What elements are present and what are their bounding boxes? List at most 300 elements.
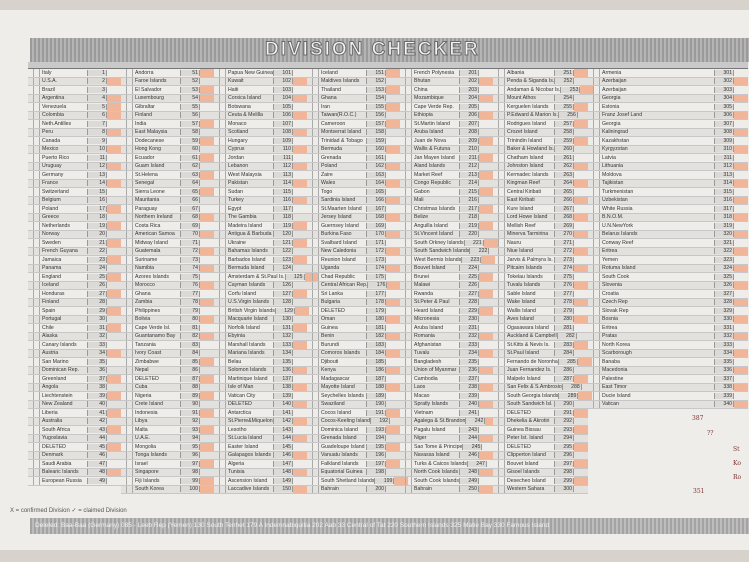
division-number: 136 — [273, 367, 293, 373]
confirmed-mark — [479, 214, 493, 222]
checklist-column — [121, 62, 214, 494]
division-number: 232 — [459, 333, 479, 339]
confirmed-mark — [734, 95, 748, 103]
division-number: 16 — [87, 197, 107, 203]
division-row — [400, 95, 493, 104]
division-number: 279 — [554, 308, 574, 314]
division-row — [121, 307, 214, 316]
confirmed-mark — [293, 239, 307, 247]
division-number: 206 — [459, 112, 479, 118]
division-row — [307, 171, 400, 180]
division-name: Benin — [321, 333, 335, 340]
division-row — [400, 358, 493, 367]
division-number: 338 — [714, 384, 734, 390]
confirmed-mark — [574, 95, 588, 103]
division-name: Midway Island — [135, 239, 168, 246]
division-number: 40 — [87, 401, 107, 407]
division-name: European Russia — [42, 477, 82, 484]
confirmed-mark — [293, 137, 307, 145]
division-name: Alaska — [42, 333, 58, 340]
division-number: 339 — [714, 393, 734, 399]
division-name: Papua New Guinea — [228, 69, 273, 76]
confirmed-mark — [200, 435, 214, 443]
confirmed-mark — [200, 146, 214, 154]
confirmed-mark — [479, 469, 493, 477]
division-name: Guantanamo Bay — [135, 333, 176, 340]
division-row — [28, 316, 121, 325]
division-name: DELETED — [228, 401, 252, 408]
division-number: 196 — [366, 452, 386, 458]
division-row — [588, 358, 748, 367]
division-name: Lebanon — [228, 163, 249, 170]
division-row — [28, 129, 121, 138]
division-row — [588, 324, 748, 333]
division-name: West Bermis Islands — [414, 256, 462, 263]
confirmed-mark — [386, 265, 400, 273]
confirmed-mark — [200, 418, 214, 426]
division-row — [121, 350, 214, 359]
division-number: 138 — [273, 384, 293, 390]
division-number: 293 — [554, 427, 574, 433]
division-name: Barbados Island — [228, 256, 266, 263]
confirmed-mark — [574, 205, 588, 213]
division-row — [400, 205, 493, 214]
division-number: 224 — [459, 265, 479, 271]
division-number: 204 — [459, 95, 479, 101]
division-name: Wallis Island — [507, 307, 536, 314]
division-name: Turkey — [228, 197, 244, 204]
division-number: 74 — [180, 265, 200, 271]
division-name: Kenya — [321, 367, 336, 374]
division-name: St.Kitts & Nevis Is. — [507, 341, 550, 348]
division-number: 311 — [714, 155, 734, 161]
division-name: DELETED — [321, 307, 345, 314]
division-row — [121, 69, 214, 78]
division-name: Aruba Island — [414, 129, 444, 136]
division-number: 327 — [714, 291, 734, 297]
division-name: New Caledonia — [321, 248, 357, 255]
division-number: 57 — [180, 121, 200, 127]
division-row — [121, 290, 214, 299]
division-number: 231 — [459, 325, 479, 331]
division-number: 174 — [366, 265, 386, 271]
confirmed-mark — [200, 469, 214, 477]
division-row — [588, 290, 748, 299]
division-row — [121, 137, 214, 146]
division-name: Marshall Islands — [228, 341, 266, 348]
division-name: Cayman Islands — [228, 282, 266, 289]
division-row — [214, 469, 307, 478]
division-number: 198 — [366, 469, 386, 475]
confirmed-mark — [107, 358, 121, 366]
division-number: 191 — [366, 410, 386, 416]
division-name: Azores Islands — [135, 273, 170, 280]
confirmed-mark — [574, 154, 588, 162]
division-number: 265 — [554, 189, 574, 195]
division-row — [400, 392, 493, 401]
division-name: Burundi — [321, 341, 339, 348]
confirmed-mark — [107, 401, 121, 409]
division-name: Lesotho — [228, 426, 247, 433]
division-name: St.Maarten Island — [321, 205, 362, 212]
division-number: 6 — [87, 112, 107, 118]
division-number: 262 — [554, 163, 574, 169]
division-number: 12 — [87, 163, 107, 169]
division-number: 277 — [554, 291, 574, 297]
division-number: 157 — [366, 121, 386, 127]
division-name: South Korea — [135, 486, 164, 493]
division-number: 178 — [366, 299, 386, 305]
division-name: Desecheo Island — [507, 477, 546, 484]
confirmed-mark — [386, 197, 400, 205]
checker-sheet — [0, 10, 749, 550]
division-number: 110 — [273, 146, 293, 152]
division-number: 208 — [459, 129, 479, 135]
confirmed-mark — [479, 69, 493, 77]
division-name: Wallis & Futuna — [414, 146, 451, 153]
division-row — [493, 324, 588, 333]
division-number: 297 — [554, 461, 574, 467]
division-name: Costa Rica — [135, 222, 161, 229]
confirmed-mark — [293, 86, 307, 94]
division-number: 260 — [554, 146, 574, 152]
division-row — [121, 197, 214, 206]
division-name: Aruba Island — [414, 324, 444, 331]
confirmed-mark — [107, 392, 121, 400]
division-name: Amsterdam & St.Paul Is. — [228, 273, 285, 280]
division-row — [400, 222, 493, 231]
division-name: Trinindin Island — [507, 137, 542, 144]
division-number: 246 — [459, 452, 479, 458]
division-name: Gisoel Islands — [507, 469, 540, 476]
division-row — [214, 307, 307, 316]
division-row — [400, 324, 493, 333]
confirmed-mark — [107, 367, 121, 375]
division-row — [28, 86, 121, 95]
division-number: 135 — [273, 359, 293, 365]
confirmed-mark — [479, 154, 493, 162]
division-name: Chatham Island — [507, 154, 544, 161]
division-row — [214, 231, 307, 240]
division-number: 39 — [87, 393, 107, 399]
division-row — [121, 324, 214, 333]
division-row — [28, 409, 121, 418]
division-row — [28, 231, 121, 240]
division-number: 131 — [273, 325, 293, 331]
division-name: Tuvalu — [414, 350, 430, 357]
division-number: 248 — [459, 469, 479, 475]
division-number: 337 — [714, 376, 734, 382]
division-name: Bulgaria — [321, 299, 341, 306]
confirmed-mark — [734, 367, 748, 375]
confirmed-mark — [479, 95, 493, 103]
confirmed-mark — [386, 401, 400, 409]
confirmed-mark — [200, 231, 214, 239]
confirmed-mark — [200, 282, 214, 290]
division-name: New Zealand — [42, 401, 73, 408]
division-row — [307, 137, 400, 146]
confirmed-mark — [107, 222, 121, 230]
division-name: Jersey Island — [321, 214, 352, 221]
confirmed-mark — [479, 103, 493, 111]
division-row — [28, 367, 121, 376]
confirmed-mark — [479, 129, 493, 137]
division-number: 122 — [273, 248, 293, 254]
division-name: Chile — [42, 324, 54, 331]
confirmed-mark — [293, 188, 307, 196]
division-row — [400, 384, 493, 393]
confirmed-mark — [734, 129, 748, 137]
division-number: 161 — [366, 155, 386, 161]
division-number: 2 — [87, 78, 107, 84]
confirmed-mark — [107, 146, 121, 154]
division-name: Liechtenstein — [42, 392, 73, 399]
division-row — [28, 205, 121, 214]
division-name: England — [42, 273, 62, 280]
division-number: 283 — [554, 342, 574, 348]
division-number: 149 — [273, 478, 293, 484]
division-row — [214, 384, 307, 393]
division-number: 186 — [366, 367, 386, 373]
confirmed-mark — [734, 375, 748, 383]
division-number: 79 — [180, 308, 200, 314]
confirmed-mark — [200, 333, 214, 341]
confirmed-mark — [574, 103, 588, 111]
confirmed-mark — [574, 290, 588, 298]
confirmed-mark — [386, 392, 400, 400]
division-number: 305 — [714, 104, 734, 110]
division-row — [493, 86, 588, 95]
confirmed-mark — [734, 324, 748, 332]
division-row — [121, 163, 214, 172]
confirmed-mark — [200, 239, 214, 247]
division-row — [214, 120, 307, 129]
division-number: 43 — [87, 427, 107, 433]
division-name: Sudan — [228, 188, 244, 195]
division-row — [214, 188, 307, 197]
division-name: Aland Islands — [414, 163, 446, 170]
division-number: 23 — [87, 257, 107, 263]
division-name: Iceland — [42, 282, 59, 289]
division-name: Ducie Island — [602, 392, 631, 399]
division-row — [400, 78, 493, 87]
division-row — [493, 316, 588, 325]
division-name: Madagascar — [321, 375, 350, 382]
division-number: 36 — [87, 367, 107, 373]
division-name: Palestine — [602, 375, 624, 382]
confirmed-mark — [293, 367, 307, 375]
confirmed-mark — [734, 273, 748, 281]
confirmed-mark — [386, 163, 400, 171]
division-number: 324 — [714, 265, 734, 271]
confirmed-mark — [574, 180, 588, 188]
confirmed-mark — [479, 171, 493, 179]
confirmed-mark — [734, 290, 748, 298]
division-name: Seychelles Islands — [321, 392, 364, 399]
division-name: Norway — [42, 231, 60, 238]
division-name: St.Helena — [135, 171, 158, 178]
division-row — [588, 265, 748, 274]
division-name: Mayotte Island — [321, 384, 355, 391]
division-number: 235 — [459, 359, 479, 365]
division-name: Crete Island — [135, 401, 163, 408]
division-name: Vatican — [602, 401, 619, 408]
division-number: 212 — [459, 163, 479, 169]
division-row — [400, 299, 493, 308]
division-number: 190 — [366, 401, 386, 407]
division-name: Azerbaijan — [602, 78, 627, 85]
confirmed-mark — [107, 205, 121, 213]
division-number: 233 — [459, 342, 479, 348]
division-name: DELETED — [135, 375, 159, 382]
division-number: 234 — [459, 350, 479, 356]
confirmed-mark — [734, 78, 748, 86]
division-row — [493, 290, 588, 299]
division-number: 32 — [87, 333, 107, 339]
division-number: 112 — [273, 163, 293, 169]
confirmed-mark — [734, 163, 748, 171]
confirmed-mark — [107, 460, 121, 468]
confirmed-mark — [479, 265, 493, 273]
division-number: 237 — [459, 376, 479, 382]
confirmed-mark — [574, 486, 588, 494]
confirmed-mark — [386, 214, 400, 222]
confirmed-mark — [293, 231, 307, 239]
division-name: Rodrigues Island — [507, 120, 546, 127]
confirmed-mark — [107, 69, 121, 77]
division-number: 148 — [273, 469, 293, 475]
confirmed-mark — [386, 358, 400, 366]
division-number: 28 — [87, 299, 107, 305]
division-row — [400, 282, 493, 291]
division-row — [307, 78, 400, 87]
confirmed-mark — [574, 163, 588, 171]
division-number: 182 — [366, 333, 386, 339]
division-row — [400, 367, 493, 376]
division-number: 53 — [180, 87, 200, 93]
division-row — [28, 256, 121, 265]
division-row — [214, 324, 307, 333]
division-number: 199 — [374, 478, 394, 484]
division-name: Iran — [321, 103, 330, 110]
division-number: 70 — [180, 231, 200, 237]
confirmed-mark — [574, 222, 588, 230]
confirmed-mark — [734, 358, 748, 366]
division-number: 133 — [273, 342, 293, 348]
division-name: Johnston Island — [507, 163, 544, 170]
confirmed-mark — [734, 137, 748, 145]
division-row — [588, 316, 748, 325]
division-number: 241 — [459, 410, 479, 416]
division-number: 275 — [554, 274, 574, 280]
division-number: 97 — [180, 461, 200, 467]
confirmed-mark — [574, 120, 588, 128]
division-number: 3 — [87, 87, 107, 93]
division-name: Estonia — [602, 103, 620, 110]
division-number: 19 — [87, 223, 107, 229]
confirmed-mark — [386, 154, 400, 162]
division-row — [493, 452, 588, 461]
division-number: 218 — [459, 214, 479, 220]
division-number: 172 — [366, 248, 386, 254]
division-name: Macquarie Island — [228, 316, 268, 323]
division-name: The Gambia — [228, 214, 257, 221]
division-row — [214, 418, 307, 427]
confirmed-mark — [107, 137, 121, 145]
division-row — [400, 265, 493, 274]
division-name: Pagalu Island — [414, 426, 446, 433]
confirmed-mark — [574, 256, 588, 264]
division-name: South Sandwich Isl. — [507, 401, 553, 408]
division-number: 159 — [366, 138, 386, 144]
confirmed-mark — [293, 299, 307, 307]
division-name: Liberia — [42, 409, 58, 416]
division-name: Poland — [42, 205, 59, 212]
division-row — [307, 129, 400, 138]
division-name: Kermadec Islands — [507, 171, 549, 178]
division-number: 11 — [87, 155, 107, 161]
division-number: 56 — [180, 112, 200, 118]
division-row — [214, 486, 307, 495]
division-row — [28, 163, 121, 172]
division-name: Niger — [414, 435, 427, 442]
division-name: Dhekelia & Akrotiri — [507, 418, 550, 425]
division-number: 201 — [459, 70, 479, 76]
division-row — [307, 341, 400, 350]
checklist-column — [588, 62, 748, 409]
confirmed-mark — [107, 163, 121, 171]
confirmed-mark — [479, 477, 493, 485]
division-name: Ceuta & Melilla — [228, 112, 263, 119]
column-header — [214, 62, 307, 69]
division-number: 239 — [459, 393, 479, 399]
division-number: 160 — [366, 146, 386, 152]
division-name: U.A.E. — [135, 435, 150, 442]
confirmed-mark — [386, 350, 400, 358]
confirmed-mark — [386, 103, 400, 111]
division-number: 96 — [180, 452, 200, 458]
division-name: Georgia — [602, 95, 621, 102]
division-name: Cameroon — [321, 120, 346, 127]
confirmed-mark — [479, 222, 493, 230]
division-row — [28, 324, 121, 333]
confirmed-mark — [574, 401, 588, 409]
division-row — [28, 350, 121, 359]
division-number: 54 — [180, 95, 200, 101]
division-name: Central Kiribati — [507, 188, 542, 195]
division-number: 301 — [714, 70, 734, 76]
confirmed-mark — [107, 154, 121, 162]
division-row — [214, 477, 307, 486]
division-row — [214, 375, 307, 384]
division-name: Ivory Coast — [135, 350, 162, 357]
division-number: 169 — [366, 223, 386, 229]
division-row — [28, 341, 121, 350]
division-name: Scarborough — [602, 350, 632, 357]
division-name: Peter Ist. Island — [507, 435, 544, 442]
confirmed-mark — [107, 214, 121, 222]
confirmed-mark — [107, 265, 121, 273]
division-number: 77 — [180, 291, 200, 297]
division-row — [121, 86, 214, 95]
confirmed-mark — [574, 146, 588, 154]
division-name: Corsica Island — [228, 95, 261, 102]
confirmed-mark — [293, 163, 307, 171]
division-number: 134 — [273, 350, 293, 356]
confirmed-mark — [386, 239, 400, 247]
division-name: Austria — [42, 350, 59, 357]
confirmed-mark — [386, 69, 400, 77]
